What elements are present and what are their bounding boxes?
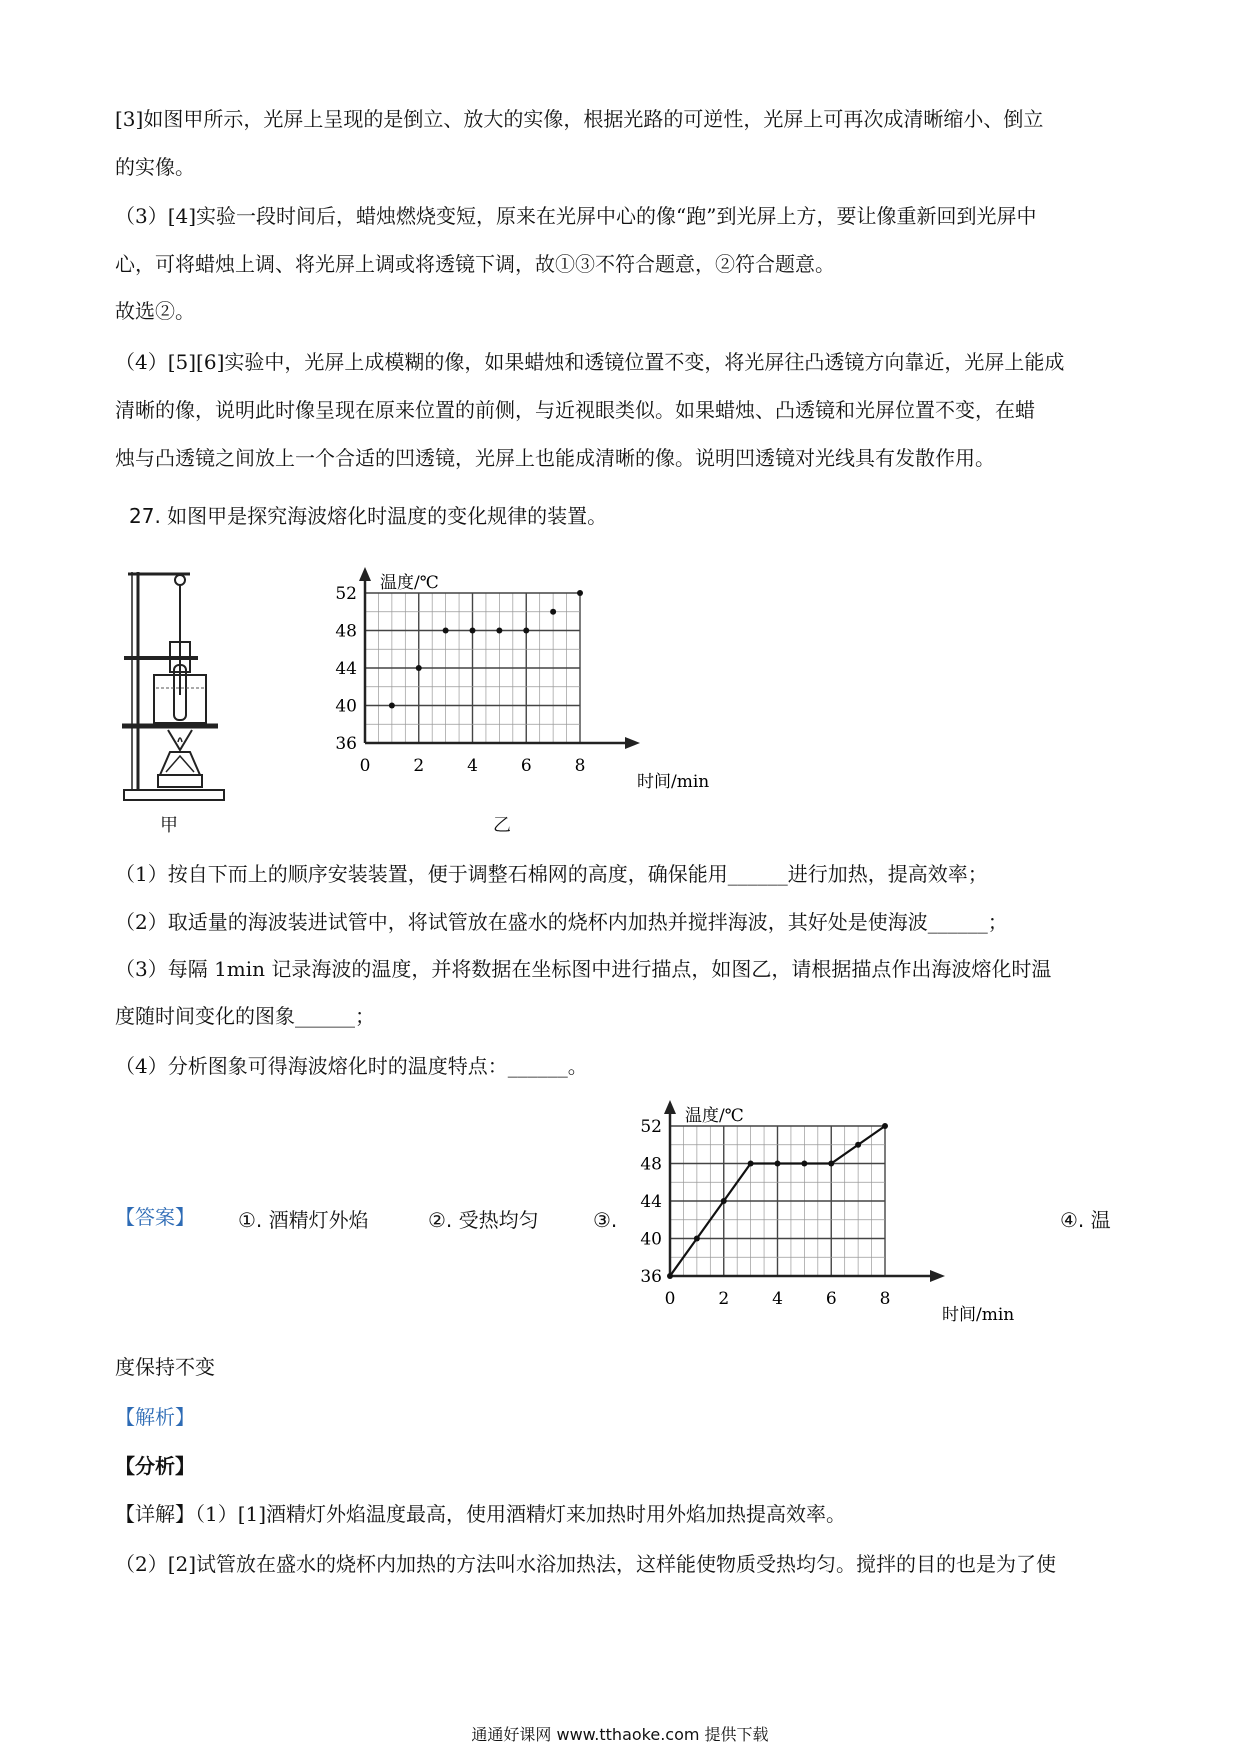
- answer-4: ④. 温: [1060, 1208, 1111, 1232]
- x-tick-label: 6: [520, 756, 532, 776]
- y-axis-arrow: [359, 567, 371, 581]
- data-point: [389, 703, 395, 709]
- data-point: [470, 628, 476, 634]
- paragraph-line: 烛与凸透镜之间放上一个合适的凹透镜，光屏上也能成清晰的像。说明凹透镜对光线具有发散作用。: [115, 446, 995, 470]
- answer-1: ①. 酒精灯外焰: [238, 1208, 369, 1232]
- x-axis-label: 时间/min: [942, 1305, 1015, 1323]
- data-point: [775, 1161, 781, 1167]
- x-tick-label: 4: [467, 756, 478, 776]
- figure-label-yi: 乙: [493, 815, 511, 836]
- paragraph-line: [3]如图甲所示，光屏上呈现的是倒立、放大的实像，根据光路的可逆性，光屏上可再次成清晰缩小、倒立: [115, 107, 1044, 131]
- data-point: [882, 1123, 888, 1129]
- figure-label-jia: 甲: [160, 815, 178, 836]
- x-tick-label: 8: [574, 756, 586, 776]
- x-tick-label: 4: [772, 1289, 783, 1309]
- data-point: [748, 1161, 754, 1167]
- data-point: [667, 1273, 673, 1279]
- sub-question-2: （2）取适量的海波装进试管中，将试管放在盛水的烧杯内加热并搅拌海波，其好处是使海波______；: [115, 910, 1008, 934]
- x-tick-label: 2: [718, 1289, 730, 1309]
- x-tick-label: 8: [879, 1289, 891, 1309]
- paragraph-line: （4）[5][6]实验中，光屏上成模糊的像，如果蜡烛和透镜位置不变，将光屏往凸透镜方向靠近，光屏上能成: [115, 350, 1065, 374]
- x-axis-arrow: [930, 1270, 945, 1282]
- data-point: [550, 609, 556, 615]
- y-axis-arrow: [664, 1100, 676, 1114]
- y-tick-label: 36: [335, 734, 357, 754]
- x-axis-arrow: [625, 737, 640, 749]
- y-tick-label: 40: [640, 1229, 662, 1250]
- answer-4-continued: 度保持不变: [115, 1355, 215, 1379]
- data-point: [694, 1236, 700, 1242]
- sub-question-3-cont: 度随时间变化的图象______；: [115, 1004, 375, 1028]
- paragraph-line: （3）[4]实验一段时间后，蜡烛燃烧变短，原来在光屏中心的像“跑”到光屏上方，要让像重新回到光屏中: [115, 204, 1037, 228]
- sub-question-3: （3）每隔 1min 记录海波的温度，并将数据在坐标图中进行描点，如图乙，请根据描点作出海波熔化时温: [115, 957, 1052, 981]
- xiangjie-line-1: 【详解】（1）[1]酒精灯外焰温度最高，使用酒精灯来加热时用外焰加热提高效率。: [115, 1502, 847, 1526]
- y-tick-label: 44: [640, 1192, 662, 1212]
- y-tick-label: 36: [640, 1267, 662, 1287]
- y-tick-label: 44: [335, 659, 357, 679]
- paragraph-line: 的实像。: [115, 155, 195, 179]
- x-axis-label: 时间/min: [637, 772, 710, 790]
- y-tick-label: 40: [335, 696, 357, 717]
- jiexi-heading: 【解析】: [115, 1405, 195, 1429]
- data-point: [577, 590, 583, 596]
- fenxi-heading: 【分析】: [115, 1454, 195, 1478]
- paragraph-line: 心，可将蜡烛上调、将光屏上调或将透镜下调，故①③不符合题意，②符合题意。: [115, 252, 835, 276]
- y-tick-label: 52: [640, 1117, 662, 1137]
- y-tick-label: 48: [640, 1154, 662, 1175]
- data-point: [416, 665, 422, 671]
- answer-3: ③.: [593, 1208, 618, 1232]
- paragraph-line: 清晰的像，说明此时像呈现在原来位置的前侧，与近视眼类似。如果蜡烛、凸透镜和光屏位置不变，在蜡: [115, 398, 1035, 422]
- question-stem: 27. 如图甲是探究海波熔化时温度的变化规律的装置。: [129, 504, 608, 528]
- x-tick-label: 0: [359, 756, 371, 776]
- x-tick-label: 0: [664, 1289, 676, 1309]
- answer-tag: 【答案】: [115, 1205, 195, 1229]
- data-point: [523, 628, 529, 634]
- y-tick-label: 52: [335, 584, 357, 604]
- paragraph-line: 故选②。: [115, 299, 195, 323]
- answer-2: ②. 受热均匀: [428, 1208, 539, 1232]
- sub-question-1: （1）按自下而上的顺序安装装置，便于调整石棉网的高度，确保能用______进行加热，提高效率；: [115, 862, 988, 886]
- data-point: [801, 1161, 807, 1167]
- y-axis-label: 温度/℃: [380, 573, 439, 593]
- x-tick-label: 2: [413, 756, 425, 776]
- x-tick-label: 6: [825, 1289, 837, 1309]
- sub-question-4: （4）分析图象可得海波熔化时的温度特点：______。: [115, 1054, 588, 1078]
- chart-yi-scatter: [325, 565, 735, 790]
- data-point: [443, 628, 449, 634]
- y-tick-label: 48: [335, 621, 357, 642]
- data-point: [721, 1198, 727, 1204]
- page-footer: 通通好课网 www.tthaoke.com 提供下载: [471, 1725, 769, 1744]
- data-point: [855, 1142, 861, 1148]
- xiangjie-line-2: （2）[2]试管放在盛水的烧杯内加热的方法叫水浴加热法，这样能使物质受热均匀。搅拌的目的也是为了使: [115, 1552, 1057, 1576]
- chart-answer-line: [630, 1098, 1040, 1323]
- data-point: [828, 1161, 834, 1167]
- apparatus-figure: [118, 560, 228, 805]
- y-axis-label: 温度/℃: [685, 1106, 744, 1126]
- data-point: [496, 628, 502, 634]
